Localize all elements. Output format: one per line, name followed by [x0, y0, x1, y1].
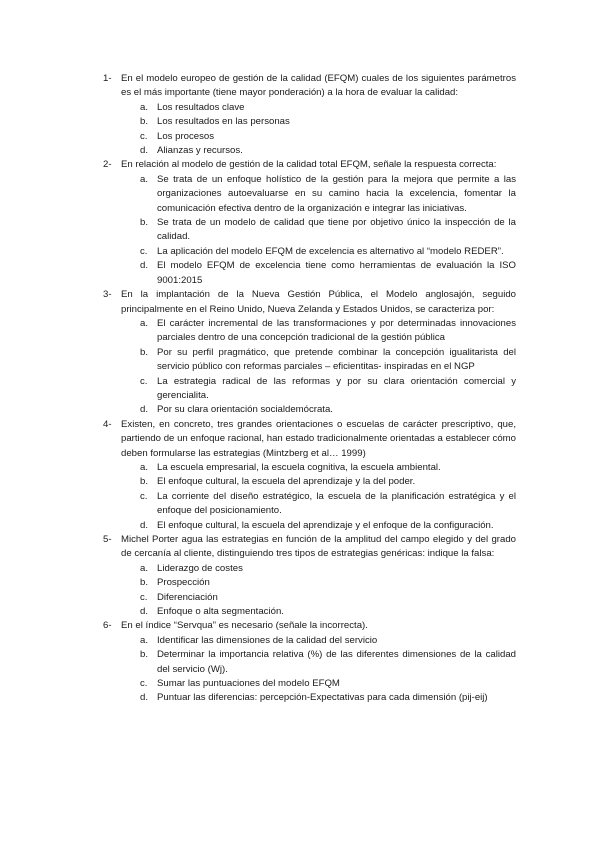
option-letter: b. — [140, 346, 149, 358]
option-text: Identificar las dimensiones de la calidad del servicio — [157, 634, 378, 646]
answer-option — [121, 490, 516, 519]
option-text: El enfoque cultural, la escuela del aprendizaje y la del poder. — [157, 476, 416, 488]
answer-option — [121, 144, 516, 158]
option-text: Diferenciación — [157, 591, 218, 603]
option-letter: b. — [140, 577, 149, 589]
option-text: Puntuar las diferencias: percepción-Expectativas para cada dimensión (pij-eij) — [157, 692, 488, 704]
question-number: 1- — [103, 73, 112, 84]
question-text: En relación al modelo de gestión de la calidad total EFQM, señale la respuesta correcta: — [121, 159, 497, 171]
answer-option — [121, 216, 516, 245]
option-letter: c. — [140, 245, 148, 257]
option-letter: c. — [140, 375, 148, 387]
option-letter: a. — [140, 634, 149, 646]
answer-option — [121, 115, 516, 129]
option-text: Prospección — [157, 577, 210, 589]
option-text: La escuela empresarial, la escuela cognitiva, la escuela ambiental. — [157, 461, 441, 473]
option-text: El carácter incremental de las transformaciones y por determinadas innovaciones parciales dentro de una concepción tradicional de la gestión pública — [157, 317, 516, 344]
question-2 — [103, 158, 516, 288]
question-text: Existen, en concreto, tres grandes orientaciones o escuelas de carácter prescriptivo, que, partiendo de un enfoque racional, han estado tradicionalmente orientadas a establecer cómo deben formularse las estrategias (Mintzberg et al… 1999) — [121, 418, 516, 459]
answer-option — [121, 375, 516, 404]
answer-options — [121, 634, 516, 706]
question-3 — [103, 288, 516, 418]
option-letter: b. — [140, 649, 149, 661]
answer-options — [121, 101, 516, 159]
question-number: 4- — [103, 418, 112, 430]
option-text: Alianzas y recursos. — [157, 145, 243, 157]
option-letter: c. — [140, 130, 148, 142]
option-letter: a. — [140, 317, 149, 329]
answer-option — [121, 346, 516, 375]
option-letter: a. — [140, 101, 149, 113]
answer-option — [121, 245, 516, 259]
answer-options — [121, 461, 516, 533]
option-text: Enfoque o alta segmentación. — [157, 606, 284, 618]
question-text: En el modelo europeo de gestión de la calidad (EFQM) cuales de los siguientes parámetros es el más importante (tiene mayor ponderación) a la hora de evaluar la calidad: — [121, 73, 516, 99]
answer-option — [121, 677, 516, 691]
question-number: 5- — [103, 534, 112, 545]
option-letter: a. — [140, 173, 149, 185]
question-text: En el índice “Servqua” es necesario (señale la incorrecta). — [121, 620, 368, 632]
answer-option — [121, 173, 516, 216]
option-letter: d. — [140, 519, 149, 531]
option-text: Los procesos — [157, 130, 215, 142]
answer-option — [121, 317, 516, 346]
answer-option — [121, 519, 516, 533]
option-letter: c. — [140, 678, 148, 690]
answer-option — [121, 634, 516, 648]
answer-option — [121, 101, 516, 115]
option-letter: b. — [140, 116, 149, 128]
option-letter: d. — [140, 404, 149, 416]
option-text: La corriente del diseño estratégico, la escuela de la planificación estratégica y el enfoque del posicionamiento. — [157, 490, 516, 517]
option-letter: d. — [140, 606, 149, 618]
option-text: Liderazgo de costes — [157, 562, 243, 574]
option-text: Por su perfil pragmático, que pretende combinar la concepción igualitarista del servicio público con reformas parciales – eficientitas- inspiradas en el NGP — [157, 346, 516, 373]
option-text: Por su clara orientación socialdemócrata. — [157, 404, 333, 416]
answer-option — [121, 130, 516, 144]
question-1 — [103, 72, 516, 158]
option-letter: b. — [140, 476, 149, 488]
option-letter: d. — [140, 145, 149, 157]
option-letter: a. — [140, 562, 149, 574]
answer-option — [121, 403, 516, 417]
answer-option — [121, 461, 516, 475]
answer-option — [121, 475, 516, 489]
question-5 — [103, 533, 516, 619]
option-text: Se trata de un modelo de calidad que tiene por objetivo único la inspección de la calidad. — [157, 217, 516, 243]
option-letter: d. — [140, 260, 149, 272]
answer-option — [121, 591, 516, 605]
question-number: 3- — [103, 289, 112, 301]
question-6 — [103, 619, 516, 705]
option-text: El enfoque cultural, la escuela del aprendizaje y el enfoque de la configuración. — [157, 519, 494, 531]
answer-option — [121, 691, 516, 705]
question-number: 6- — [103, 620, 112, 632]
answer-option — [121, 562, 516, 576]
option-text: Se trata de un enfoque holístico de la gestión para la mejora que permite a las organizaciones autoevaluarse en su camino hacia la excelencia, fomentar la comunicación efectiva dentro de la organización e integrar las iniciativas. — [157, 173, 516, 214]
question-4 — [103, 418, 516, 533]
answer-option — [121, 648, 516, 677]
answer-options — [121, 317, 516, 418]
option-text: Determinar la importancia relativa (%) de las diferentes dimensiones de la calidad del servicio (Wj). — [157, 649, 516, 675]
answer-option — [121, 259, 516, 288]
option-letter: d. — [140, 692, 149, 704]
question-text: Michel Porter agua las estrategias en función de la amplitud del campo elegido y del grado de cercanía al cliente, distinguiendo tres tipos de estrategias genéricas: indique la falsa: — [121, 534, 516, 560]
option-text: La estrategia radical de las reformas y por su clara orientación comercial y gerencialita. — [157, 375, 516, 401]
option-text: El modelo EFQM de excelencia tiene como herramientas de evaluación la ISO 9001:2015 — [157, 260, 516, 286]
option-letter: c. — [140, 490, 148, 502]
question-number: 2- — [103, 159, 112, 171]
option-letter: a. — [140, 461, 149, 473]
option-letter: c. — [140, 591, 148, 603]
option-text: La aplicación del modelo EFQM de excelencia es alternativo al “modelo REDER”. — [157, 245, 504, 257]
answer-options — [121, 173, 516, 288]
option-text: Sumar las puntuaciones del modelo EFQM — [157, 678, 340, 690]
option-letter: b. — [140, 217, 149, 229]
option-text: Los resultados clave — [157, 101, 245, 113]
question-text: En la implantación de la Nueva Gestión Pública, el Modelo anglosajón, seguido principalmente en el Reino Unido, Nueva Zelanda y Estados Unidos, se caracteriza por: — [121, 289, 516, 315]
option-text: Los resultados en las personas — [157, 116, 290, 128]
answer-options — [121, 562, 516, 620]
answer-option — [121, 576, 516, 590]
answer-option — [121, 605, 516, 619]
